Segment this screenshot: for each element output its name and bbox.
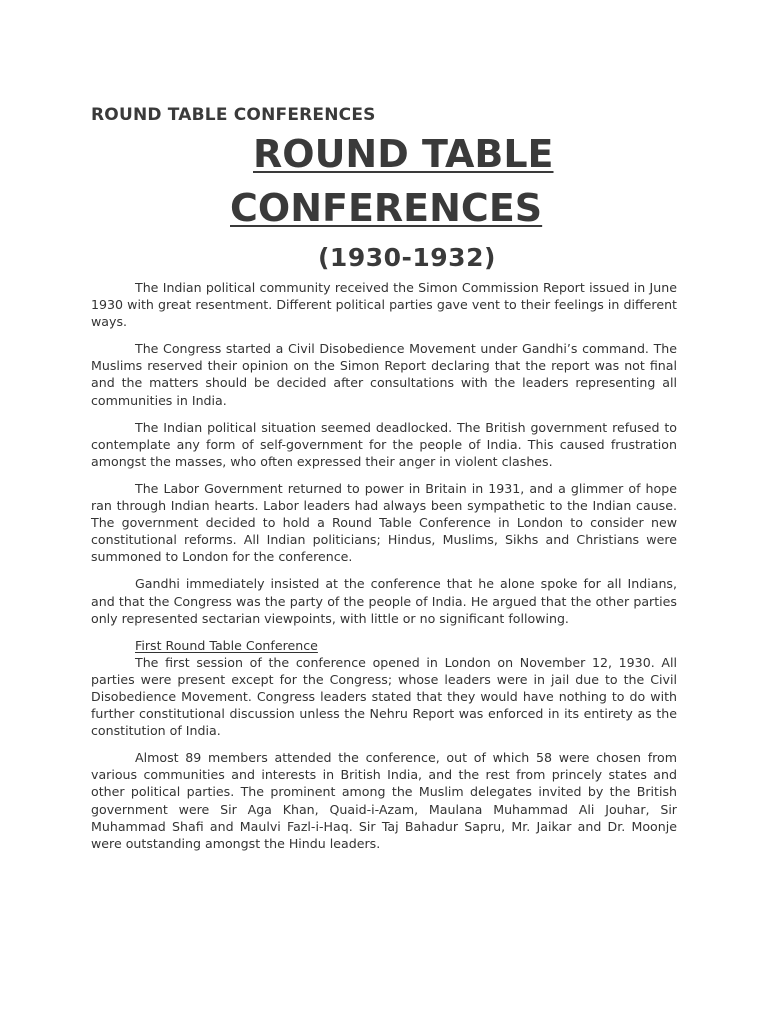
section-paragraph-2: Almost 89 members attended the conference, out of which 58 were chosen from various communities and interests in British India, and the rest from princely states and other political parties. The prominent among the Muslim delegates invited by the British government were Sir Aga Khan, Quaid-i-Azam, Maulana Muhammad Ali Jouhar, Sir Muhammad Shafi and Maulvi Fazl-i-Haq. Sir Taj Bahadur Sapru, Mr. Jaikar and Dr. Moonje were outstanding amongst the Hindu leaders.: [91, 750, 677, 851]
paragraph-5: Gandhi immediately insisted at the conference that he alone spoke for all Indians, and that the Congress was the party of the people of India. He argued that the other parties only represented sectarian viewpoints, with little or no significant following.: [91, 576, 677, 626]
main-title-line-2: [0, 186, 768, 230]
paragraph-4: The Labor Government returned to power in Britain in 1931, and a glimmer of hope ran through Indian hearts. Labor leaders had always been sympathetic to the Indian cause. The government decided to hold a Round Table Conference in London to consider new constitutional reforms. All Indian politicians; Hindus, Muslims, Sikhs and Christians were summoned to London for the conference.: [91, 480, 677, 565]
paragraph-3: The Indian political situation seemed deadlocked. The British government refused to contemplate any form of self-government for the people of India. This caused frustration amongst the masses, who often expressed their anger in violent clashes.: [91, 419, 677, 469]
paragraph-1: The Indian political community received the Simon Commission Report issued in June 1930 with great resentment. Different political parties gave vent to their feelings in different ways.: [91, 280, 677, 330]
document-body: [91, 279, 677, 852]
paragraph-2: The Congress started a Civil Disobedience Movement under Gandhi’s command. The Muslims reserved their opinion on the Simon Report declaring that the report was not final and the matters should be decided after consultations with the leaders representing all communities in India.: [91, 341, 677, 408]
date-range-subtitle: (1930-1932): [318, 243, 496, 272]
main-title-line-2-text: CONFERENCES: [230, 186, 543, 230]
main-title-line-1-text: ROUND TABLE: [253, 132, 554, 176]
section-paragraph-1: The first session of the conference opened in London on November 12, 1930. All parties were present except for the Congress; whose leaders were in jail due to the Civil Disobedience Movement. Congress leaders stated that they would have nothing to do with further constitutional discussion unless the Nehru Report was enforced in its entirety as the constitution of India.: [91, 654, 677, 739]
section-heading-first-conference: First Round Table Conference: [135, 637, 318, 653]
document-header: ROUND TABLE CONFERENCES: [91, 105, 376, 125]
main-title-line-1: [0, 132, 768, 176]
